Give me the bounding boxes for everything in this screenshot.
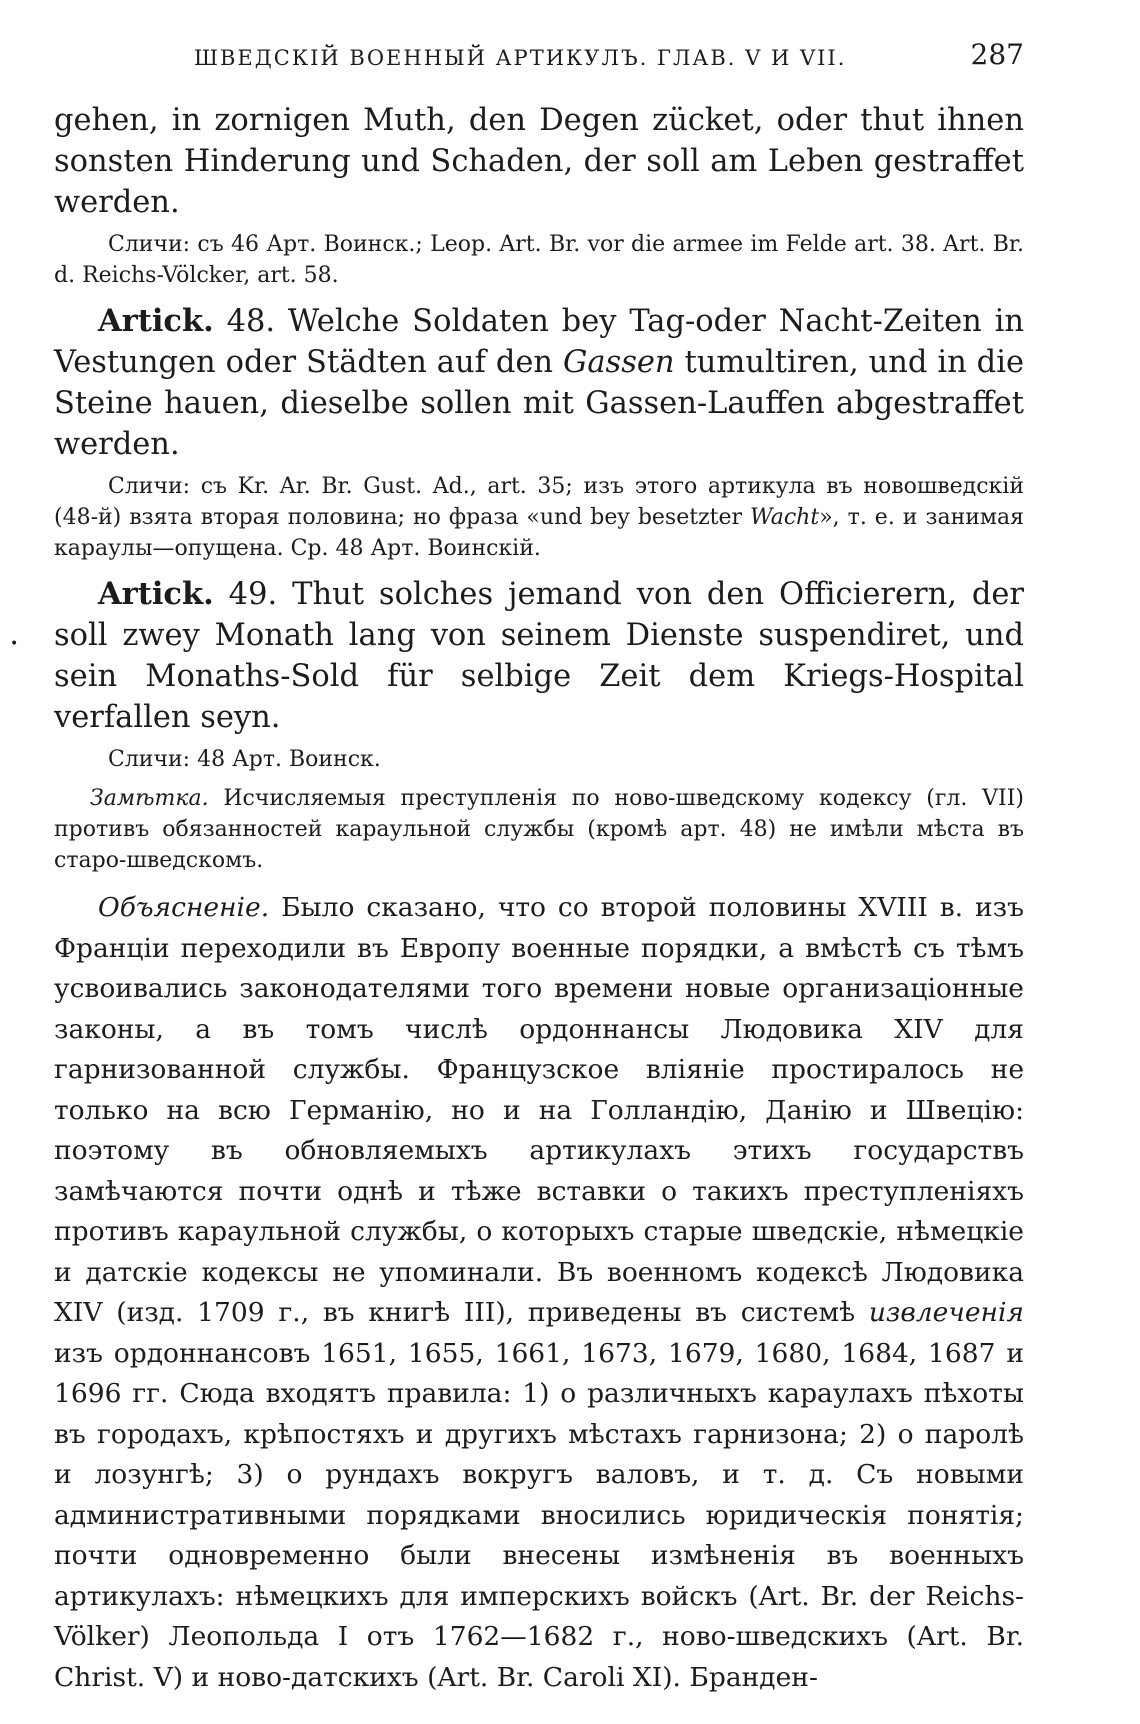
- page-number: 287: [970, 38, 1024, 71]
- book-page: [54, 36, 1024, 1716]
- note-compare-2-text-start: Сличи: съ Kr. Ar. Br. Gust. Ad., art. 35; изъ этого артикула въ новошведскій (48-й) взята вторая половина; но фраза «und bey besetzter: [54, 474, 1024, 530]
- explanation-label: Объясненіе.: [98, 892, 270, 923]
- explanation-italic-word: извлеченія: [868, 1297, 1024, 1328]
- running-head: ШВЕДСКІЙ ВОЕННЫЙ АРТИКУЛЪ. ГЛАВ. V И VII.: [194, 46, 847, 70]
- article-48-text-end: tumultiren, und in die Steine hauen, dieselbe sollen mit Gassen-Lauffen abgestraffet werden.: [54, 345, 1024, 462]
- explanation-paragraph: [54, 888, 1024, 1698]
- intro-paragraph: [54, 100, 1024, 223]
- intro-paragraph-text: gehen, in zornigen Muth, den Degen zücket, oder thut ihnen sonsten Hinderung und Schaden, der soll am Leben gestraffet werden.: [54, 103, 1024, 220]
- remark-label: Замѣтка.: [90, 786, 209, 811]
- article-48-text-start: 48. Welche Soldaten bey Tag-oder Nacht-Zeiten in Vestungen oder Städten auf den: [54, 304, 1024, 380]
- note-compare-2-italic-word: Wacht: [750, 505, 820, 530]
- note-compare-3-text: Сличи: 48 Арт. Воинск.: [108, 747, 381, 772]
- article-49-text: 49. Thut solches jemand von den Officierern, der soll zwey Monath lang von seinem Dienste suspendiret, und sein Monaths-Sold für selbige Zeit dem Kriegs-Hospital verfallen seyn.: [54, 577, 1025, 735]
- note-compare-1-text: Сличи: съ 46 Арт. Воинск.; Leop. Art. Br. vor die armee im Felde art. 38. Art. Br. d. Reichs-Völcker, art. 58.: [54, 232, 1024, 288]
- article-49-label: Artick.: [98, 576, 214, 612]
- article-49: [54, 574, 1024, 738]
- explanation-text-start: Было сказано, что со второй половины XVIII в. изъ Франціи переходили въ Европу военные порядки, а вмѣстѣ съ тѣмъ усвоивались законодателями того времени новые организаціонные законы, а въ томъ числѣ ордоннансы Людовика XIV для гарнизованной службы. Французское вліяніе простиралось не только на всю Германію, но и на Голландію, Данію и Швецію: поэтому въ обновляемыхъ артикулахъ этихъ государствъ замѣчаются почти однѣ и тѣже вставки о такихъ преступленіяхъ противъ караульной службы, о которыхъ старые шведскіе, нѣмецкіе и датскіе кодексы не упоминали. Въ военномъ кодексѣ Людовика XIV (изд. 1709 г., въ книгѣ III), приведены въ системѣ: [54, 892, 1024, 1328]
- page-header: [54, 36, 1024, 86]
- article-48-italic-word: Gassen: [563, 345, 675, 380]
- note-compare-1: [54, 229, 1024, 291]
- explanation-text-end: изъ ордоннансовъ 1651, 1655, 1661, 1673, 1679, 1680, 1684, 1687 и 1696 гг. Сюда входятъ правила: 1) о различныхъ караулахъ пѣхоты въ городахъ, крѣпостяхъ и другихъ мѣстахъ гарнизона; 2) о паролѣ и лозунгѣ; 3) о рундахъ вокругъ валовъ, и т. д. Съ новыми административными порядками вносились юридическія понятія; почти одновременно были внесены измѣненія въ военныхъ артикулахъ: нѣмецкихъ для имперскихъ войскъ (Art. Br. der Reichs-Völker) Леопольда I отъ 1762—1682 г., ново-шведскихъ (Art. Br. Christ. V) и ново-датскихъ (Art. Br. Caroli XI). Бранден-: [54, 1337, 1024, 1693]
- remark-text: Исчисляемыя преступленія по ново-шведскому кодексу (гл. VII) противъ обязанностей караульной службы (кромѣ арт. 48) не имѣли мѣста въ старо-шведскомъ.: [54, 786, 1024, 873]
- article-48: [54, 301, 1024, 465]
- margin-bullet-mark: •: [10, 636, 19, 652]
- note-compare-3: [54, 744, 1024, 775]
- remark-paragraph: [54, 783, 1024, 876]
- note-compare-2: [54, 471, 1024, 564]
- article-48-label: Artick.: [98, 303, 214, 339]
- note-compare-2-text-end: », т. е. и занимая караулы—опущена. Ср. 48 Арт. Воинскій.: [54, 505, 1024, 561]
